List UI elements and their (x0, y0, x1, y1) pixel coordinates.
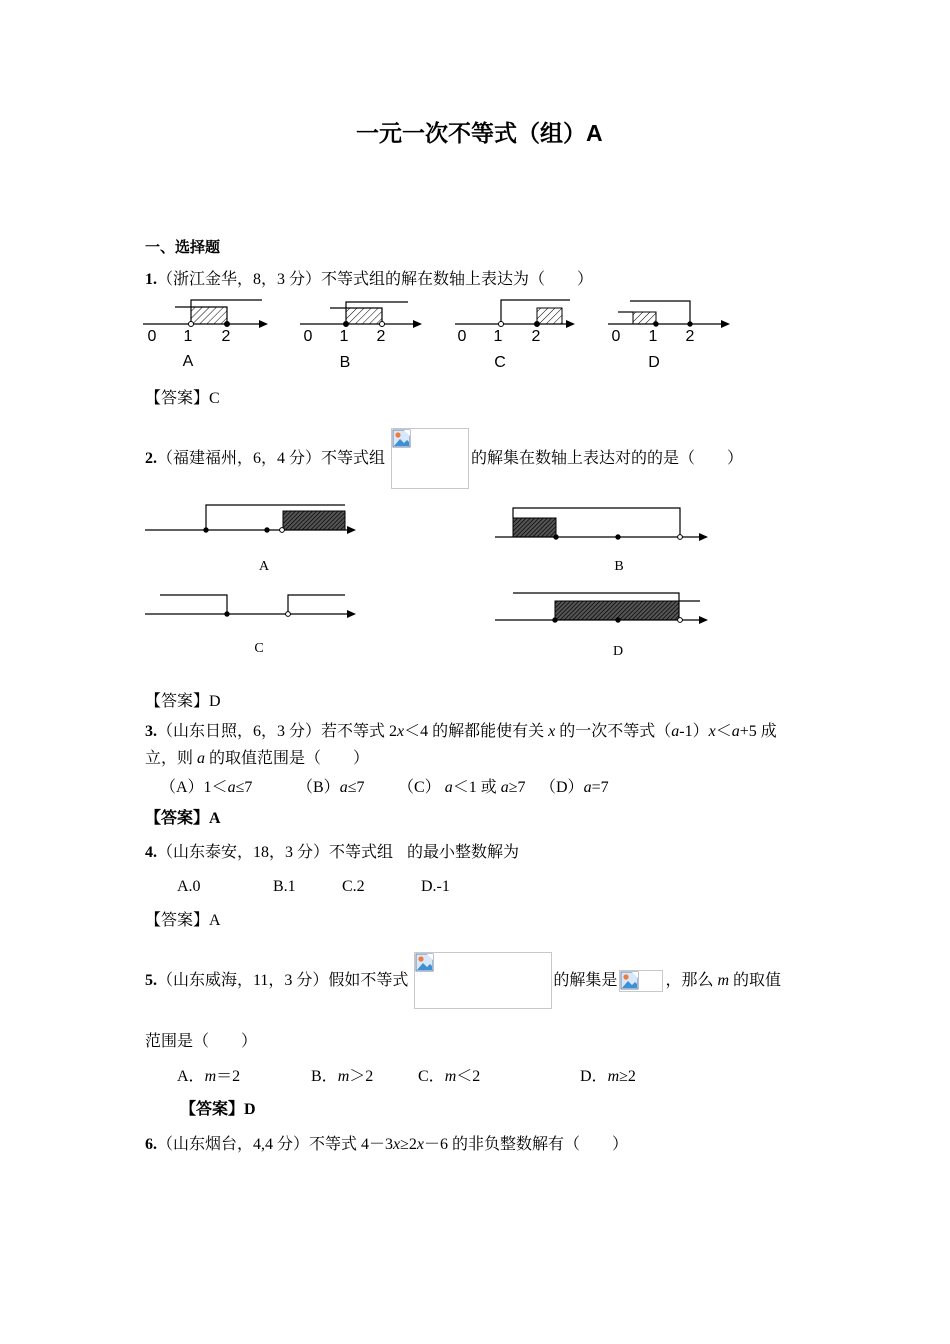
q2-figure-b (495, 508, 708, 574)
variable: x (397, 723, 405, 740)
tick-label: 0 (147, 328, 157, 345)
question-text: ，那么 (665, 971, 718, 989)
variable: x (416, 1136, 425, 1153)
question-text: 的解集在数轴上表达对的的是（ ） (471, 449, 744, 467)
open-point (678, 535, 683, 540)
option-d (421, 877, 450, 897)
question-text: 的取值 (729, 971, 782, 989)
solution-ray (160, 595, 227, 614)
solution-image-placeholder (619, 970, 663, 992)
q2-figure-d (495, 593, 708, 659)
question-text: （山东烟台，4,4 分）不等式 4－3 (157, 1136, 394, 1153)
option-c (342, 877, 365, 897)
formula-image-placeholder (414, 952, 552, 1009)
variable: m (204, 1068, 217, 1085)
closed-point (535, 322, 540, 327)
option-text: ≤7 (235, 779, 253, 796)
answer-3 (145, 809, 221, 829)
tick-label: 2 (376, 328, 386, 345)
tick-label: 1 (648, 328, 658, 345)
variable: a (444, 779, 453, 796)
closed-point (654, 322, 658, 326)
broken-image-icon (392, 429, 412, 449)
q2-figure-c (145, 595, 356, 656)
figure-label: D (648, 354, 660, 371)
closed-point (553, 618, 557, 622)
option-text: （C） (398, 779, 445, 796)
option-text: C． (418, 1068, 445, 1085)
question-number: 4. (145, 844, 157, 861)
option-text: ≤7 (347, 779, 365, 796)
tick-label: 0 (611, 328, 621, 345)
option-text: ＞2 (349, 1068, 374, 1085)
option-text: （B） (297, 779, 340, 796)
axis-arrow (413, 320, 422, 328)
open-point (286, 612, 291, 617)
figure-label: A (258, 559, 270, 574)
tick-label: 2 (685, 328, 695, 345)
figure-label: D (612, 644, 624, 659)
variable: a (339, 779, 348, 796)
option-text: D.-1 (421, 878, 450, 895)
option-text: B． (311, 1068, 338, 1085)
answer-text: 【答案】D (180, 1101, 256, 1118)
open-point (499, 322, 504, 327)
question-text: （山东日照，6，3 分）若不等式 2 (157, 723, 398, 740)
question-number: 2. (145, 449, 157, 467)
question-text: 的取值范围是（ ） (205, 750, 370, 767)
question-number: 1. (145, 271, 157, 288)
figure-label: C (494, 354, 506, 371)
question-text: ＜4 的解都能使有关 (404, 723, 549, 740)
hatched-region (555, 601, 679, 620)
closed-point (204, 528, 208, 532)
question-text: -1） (679, 723, 709, 740)
axis-arrow (566, 320, 575, 328)
question-3-stem-line-2 (145, 749, 369, 769)
question-5-stem-line-2 (145, 1032, 257, 1052)
answer-text: 【答案】A (145, 810, 221, 827)
axis-arrow (721, 320, 730, 328)
closed-point (616, 535, 620, 539)
option-text: B.1 (273, 878, 296, 895)
hatched-region (513, 518, 556, 537)
tick-label: 0 (457, 328, 467, 345)
question-text: 的解集是 (553, 971, 618, 989)
option-text: ≥7 (508, 779, 526, 796)
variable: m (607, 1068, 620, 1085)
formula-image-placeholder (391, 428, 469, 489)
question-number: 6. (145, 1136, 157, 1153)
option-b (273, 877, 296, 897)
question-text: ＜ (715, 723, 732, 740)
q2-figure-a (145, 505, 356, 574)
tick-label: 2 (221, 328, 231, 345)
closed-point (225, 612, 229, 616)
option-text: （A）1＜ (160, 779, 228, 796)
question-text: －6 的非负整数解有（ ） (424, 1136, 629, 1153)
question-text: ≥2 (400, 1136, 417, 1153)
answer-4 (145, 911, 221, 931)
open-point (280, 528, 285, 533)
variable: a (731, 723, 740, 740)
option-text: A.0 (177, 878, 201, 895)
variable: a (227, 779, 236, 796)
closed-point (344, 322, 349, 327)
closed-point (554, 535, 558, 539)
option-text: ≥2 (619, 1068, 636, 1085)
variable: m (337, 1068, 350, 1085)
tick-label: 1 (493, 328, 503, 345)
variable: x (393, 1136, 401, 1153)
question-text: 立，则 (145, 750, 198, 767)
tick-label: 1 (339, 328, 349, 345)
question-1-number-lines (0, 285, 950, 375)
answer-2 (145, 692, 221, 712)
option-b (311, 1067, 373, 1087)
answer-1 (145, 389, 220, 409)
question-2-stem (145, 428, 743, 489)
figure-label: B (614, 559, 624, 574)
question-4-stem (145, 843, 519, 863)
figure-label: C (254, 641, 264, 656)
closed-point (688, 322, 692, 326)
variable: x (708, 723, 716, 740)
option-c (418, 1067, 480, 1087)
closed-point (616, 618, 620, 622)
axis-arrow (259, 320, 268, 328)
question-number: 5. (145, 971, 157, 989)
answer-text: 【答案】A (145, 912, 221, 929)
option-text: =7 (591, 779, 609, 796)
option-a (160, 778, 252, 798)
question-text: （浙江金华，8，3 分）不等式组的解在数轴上表达为（ ） (157, 271, 594, 288)
closed-point (225, 322, 230, 327)
tick-label: 1 (183, 328, 193, 345)
question-text: 的一次不等式（ (555, 723, 672, 740)
axis-arrow (347, 610, 356, 618)
broken-image-icon (415, 953, 435, 973)
option-b (297, 778, 364, 798)
axis-arrow (699, 533, 708, 541)
question-text: 范围是（ ） (145, 1033, 258, 1050)
solution-ray (288, 595, 345, 614)
q1-figure-d (608, 301, 730, 371)
question-text: （山东威海，11，3 分）假如不等式 (157, 971, 409, 989)
tick-label: 0 (303, 328, 313, 345)
hatched-region (633, 312, 656, 324)
hatched-region (346, 308, 382, 324)
option-c (398, 778, 525, 798)
variable: a (197, 750, 206, 767)
option-d (580, 1067, 636, 1087)
q1-figure-c (455, 300, 575, 371)
variable: x (548, 723, 556, 740)
hatched-region (283, 511, 345, 530)
axis-arrow (699, 616, 708, 624)
q1-figure-a (143, 300, 268, 370)
page-title: 一元一次不等式（组）A (356, 120, 603, 146)
question-6-stem (145, 1135, 628, 1155)
figure-label: B (339, 354, 351, 371)
answer-5 (180, 1100, 256, 1120)
variable: m (444, 1068, 457, 1085)
question-text: +5 成 (739, 723, 777, 740)
option-text: D． (580, 1068, 608, 1085)
open-point (189, 322, 194, 327)
option-text: （D） (540, 779, 584, 796)
tick-label: 2 (531, 328, 541, 345)
option-d (540, 778, 609, 798)
option-a (177, 1067, 240, 1087)
open-point (380, 322, 385, 327)
answer-text: 【答案】D (145, 693, 221, 710)
option-text: ＝2 (216, 1068, 241, 1085)
question-5-stem-line-1 (145, 952, 781, 1009)
question-3-stem-line-1 (145, 722, 777, 742)
section-heading: 一、选择题 (145, 240, 221, 256)
broken-image-icon (620, 971, 640, 991)
question-2-number-lines (0, 495, 950, 665)
option-text: C.2 (342, 878, 365, 895)
question-text: （福建福州，6，4 分）不等式组 (157, 449, 386, 467)
variable: m (717, 971, 730, 989)
hatched-region (537, 308, 562, 324)
variable: a (500, 779, 509, 796)
option-text: ＜1 或 (452, 779, 501, 796)
q1-figure-b (300, 302, 422, 371)
question-text: （山东泰安，18，3 分）不等式组 (157, 844, 394, 861)
answer-text: 【答案】C (145, 390, 220, 407)
open-point (678, 618, 683, 623)
hatched-region (191, 307, 227, 324)
question-text: 的最小整数解为 (407, 844, 520, 861)
option-a (177, 877, 201, 897)
closed-point (265, 528, 269, 532)
option-text: A． (177, 1068, 205, 1085)
option-text: ＜2 (456, 1068, 481, 1085)
axis-arrow (347, 526, 356, 534)
variable: a (583, 779, 592, 796)
figure-label: A (182, 353, 194, 370)
question-number: 3. (145, 723, 157, 740)
variable: a (671, 723, 680, 740)
